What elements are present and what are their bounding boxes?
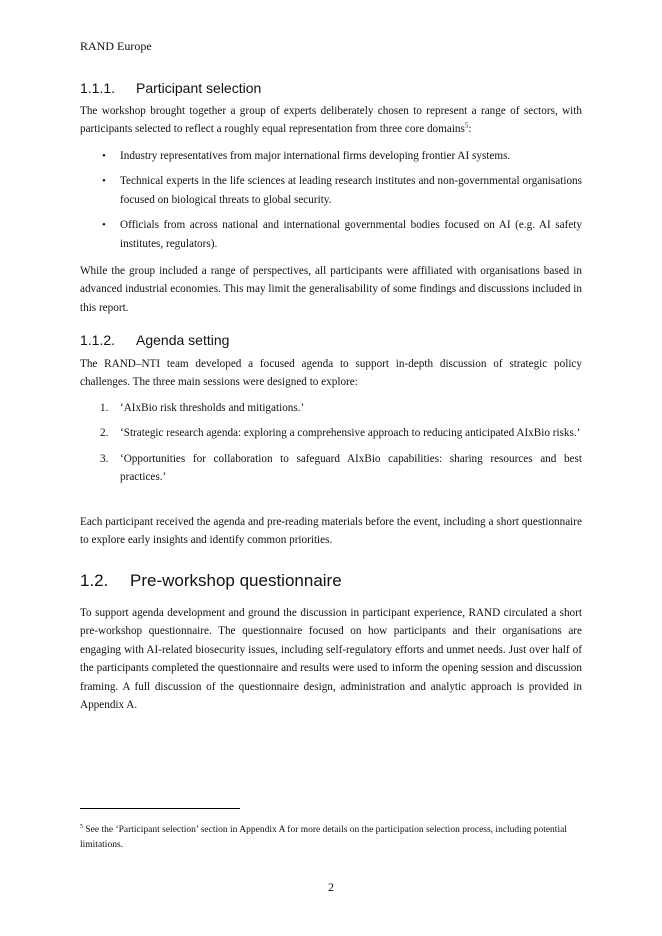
heading-participant-selection (80, 80, 261, 96)
list-item (80, 450, 582, 487)
section-title: Participant selection (136, 80, 262, 96)
section-number: 1.2. (80, 571, 109, 590)
footnote (80, 823, 582, 853)
footnote-ref[interactable]: 5 (464, 121, 469, 130)
list-item-text: ‘AIxBio risk thresholds and mitigations.’ (120, 402, 305, 414)
agenda-closing: Each participant received the agenda and pre-reading materials before the event, including a short questionnaire to explore early insights and identify common priorities. (80, 516, 582, 547)
list-item-text: ‘Opportunities for collaboration to safeguard AIxBio capabilities: sharing resources and best practices.’ (120, 452, 582, 484)
participant-selection-closing: While the group included a range of perspectives, all participants were affiliated with organisations based in advanced industrial economies. This may limit the generalisability of some findings and discussions included in this report. (80, 265, 582, 314)
footnote-text: See the ‘Participant selection’ section in Appendix A for more details on the participation selection process, including potential limitations. (80, 825, 567, 850)
running-header: RAND Europe (80, 39, 152, 53)
list-item (80, 172, 582, 209)
footnote-divider (80, 808, 240, 809)
questionnaire-body: To support agenda development and ground the discussion in participant experience, RAND circulated a short pre-workshop questionnaire. The questionnaire focused on how participants and their organisations are engaging with AI-related biosecurity issues, including self-regulatory efforts and unmet needs. Just over half of the participants completed the questionnaire and results were used to inform the opening session and discussion framing. A full discussion of the questionnaire design, administration and analytic approach is provided in Appendix A. (80, 607, 582, 712)
agenda-session-list (80, 399, 582, 494)
list-item (80, 216, 582, 253)
list-number: 1. (100, 402, 109, 414)
list-item (80, 399, 582, 417)
list-item-text: Technical experts in the life sciences at leading research institutes and non-governmental organisations focused on biological threats to global security. (120, 175, 582, 206)
page-number: 2 (328, 880, 334, 894)
footnote-number: 5 (80, 823, 83, 830)
section-number: 1.1.2. (80, 332, 116, 348)
list-item-text: Officials from across national and international governmental bodies focused on AI (e.g. AI safety institutes, regulators). (120, 219, 582, 250)
agenda-intro: The RAND–NTI team developed a focused agenda to support in-depth discussion of strategic policy challenges. The three main sessions were designed to explore: (80, 358, 582, 389)
list-item-text: ‘Strategic research agenda: exploring a comprehensive approach to reducing anticipated AIxBio risks.’ (120, 427, 581, 440)
bullet-icon: • (102, 175, 106, 188)
section-title: Agenda setting (136, 332, 230, 348)
list-item (80, 424, 582, 442)
participant-selection-intro (80, 102, 582, 139)
section-title: Pre-workshop questionnaire (130, 571, 342, 590)
intro-text: The workshop brought together a group of experts deliberately chosen to represent a range of sectors, with participants selected to reflect a roughly equal representation from three core domains (80, 105, 582, 136)
bullet-icon: • (102, 150, 106, 162)
list-item (80, 147, 582, 165)
bullet-icon: • (102, 219, 106, 232)
heading-pre-workshop-questionnaire (80, 571, 342, 591)
list-number: 3. (100, 452, 109, 465)
intro-end: : (468, 123, 472, 136)
list-number: 2. (100, 427, 109, 440)
list-item-text: Industry representatives from major international firms developing frontier AI systems. (120, 150, 511, 162)
heading-agenda-setting (80, 332, 229, 348)
section-number: 1.1.1. (80, 80, 116, 96)
participant-domain-list (80, 147, 582, 260)
